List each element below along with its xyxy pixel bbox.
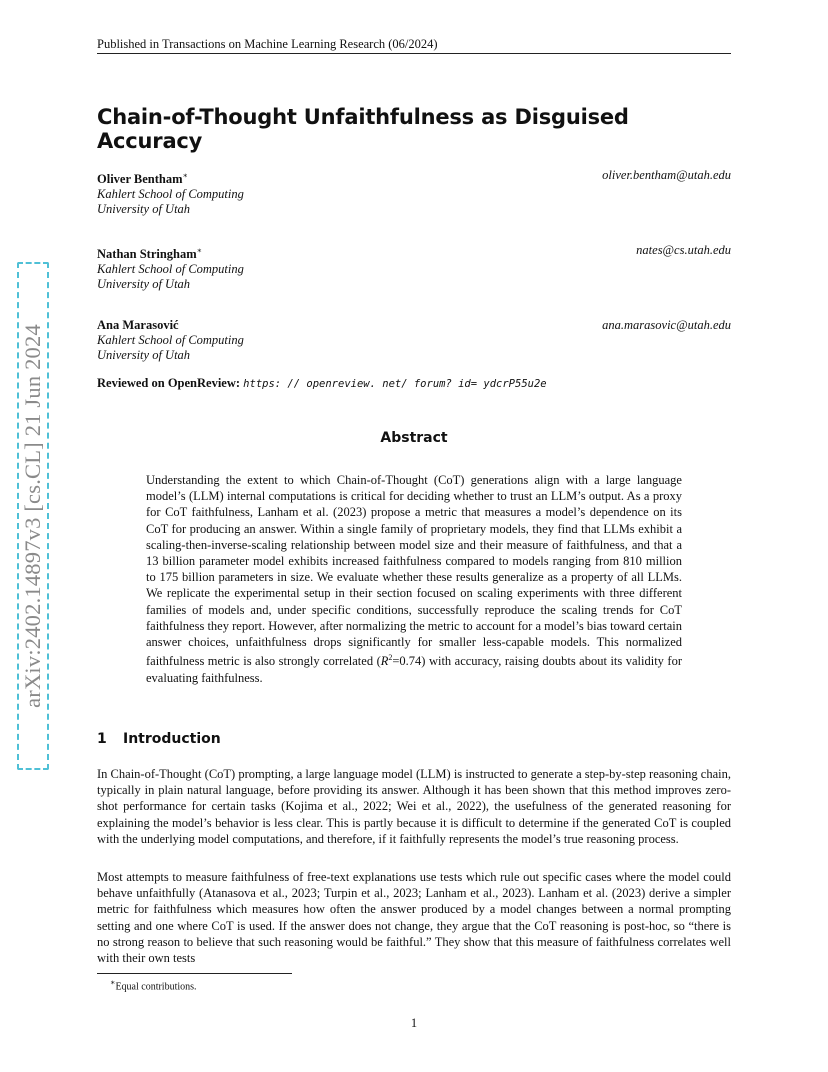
abstract-title: Abstract xyxy=(380,430,448,446)
author-block xyxy=(97,168,731,217)
footnote-mark: ∗ xyxy=(110,978,116,987)
header-rule xyxy=(97,53,731,54)
paper-title: Chain-of-Thought Unfaithfulness as Disguised Accuracy xyxy=(97,105,629,153)
author-affiliation: University of Utah xyxy=(97,277,191,292)
r2-symbol: R xyxy=(380,654,389,669)
review-url-link[interactable]: https: // openreview. net/ forum? id= ydcrP55u2e xyxy=(243,378,547,390)
author-name: Oliver Bentham xyxy=(97,172,183,187)
author-affiliation: University of Utah xyxy=(97,202,191,217)
author-block xyxy=(97,243,731,292)
review-label: Reviewed on OpenReview: xyxy=(97,376,241,390)
abstract-text-part: =0.74) with accuracy, raising doubts about its validity for evaluating faithfulness. xyxy=(146,654,682,685)
abstract-text-part: Understanding the extent to which Chain-of-Thought (CoT) generations align with a large language model’s (LLM) internal computations is critical for deciding whether to trust an LLM’s output. As a proxy for CoT faithfulness, Lanham et al. (2023) propose a metric that measures a model’s dependence on its CoT for producing an answer. Within a single family of proprietary models, they find that LLMs exhibit a scaling-then-inverse-scaling relationship between model size and their measure of faithfulness, and that a 13 billion parameter model exhibits increased faithfulness compared to models ranging from 810 million to 175 billion parameters in size. We evaluate whether these results generalize as a property of all LLMs. We replicate the experimental setup in their section focused on scaling experiments with three different families of models and, under specific conditions, successfully reproduce the scaling trends for CoT faithfulness they report. However, after normalizing the metric to account for a model’s bias toward certain answer choices, unfaithfulness drops significantly for smaller less-capable models. This normalized faithfulness metric is also strongly correlated ( xyxy=(146,473,682,669)
running-header: Published in Transactions on Machine Learning Research (06/2024) xyxy=(97,37,438,51)
paragraph: In Chain-of-Thought (CoT) prompting, a large language model (LLM) is instructed to generate a step-by-step reasoning chain, typically in plain natural language, before providing its answer. Although it has been shown that this method improves zero-shot performance for certain tasks (Kojima et al., 2022; Wei et al., 2022), the usefulness of the generated reasoning for explaining the model’s behavior is less clear. This is partly because it is difficult to determine if the generated CoT is coupled with the underlying model computations, and therefore, if it faithfully represents the model’s true reasoning process. xyxy=(97,767,731,846)
arxiv-stamp-text: arXiv:2402.14897v3 [cs.CL] 21 Jun 2024 xyxy=(20,324,45,708)
footnote xyxy=(110,978,197,992)
review-line xyxy=(97,376,547,391)
author-affiliation: Kahlert School of Computing xyxy=(97,333,244,347)
author-mark: ∗ xyxy=(182,171,188,180)
author-affiliation: Kahlert School of Computing xyxy=(97,262,244,277)
section-number: 1 xyxy=(97,731,107,747)
author-email[interactable]: oliver.bentham@utah.edu xyxy=(602,168,731,182)
paragraph: Most attempts to measure faithfulness of free-text explanations use tests which rule out specific cases where the model could behave unfaithfully (Atanasova et al., 2023; Turpin et al., 2023; Lanham et al., 2023). Lanham et al. (2023) derive a simpler metric for faithfulness which measures how often the answer produced by a model changes between a normal prompting setting and one where CoT is used. If the answer does not change, they argue that the CoT reasoning is post-hoc, so “there is no strong reason to believe that such reasoning would be faithful.” They show that this measure of faithfulness correlates well with their own tests xyxy=(97,870,731,966)
author-email[interactable]: nates@cs.utah.edu xyxy=(636,243,731,257)
footnote-text: Equal contributions. xyxy=(115,981,197,993)
author-affiliation: Kahlert School of Computing xyxy=(97,187,244,202)
author-affiliation: University of Utah xyxy=(97,348,191,362)
author-mark: ∗ xyxy=(196,246,203,255)
arxiv-stamp[interactable] xyxy=(17,262,49,770)
r2-exponent: 2 xyxy=(388,653,393,663)
page-number: 1 xyxy=(410,1016,418,1030)
section-title: Introduction xyxy=(123,731,221,747)
section-heading xyxy=(97,731,221,747)
author-name: Nathan Stringham xyxy=(97,247,197,262)
author-name: Ana Marasović xyxy=(97,318,179,332)
footnote-rule xyxy=(97,973,292,974)
abstract-text xyxy=(146,472,682,686)
author-block xyxy=(97,318,731,363)
author-email[interactable]: ana.marasovic@utah.edu xyxy=(602,318,731,332)
